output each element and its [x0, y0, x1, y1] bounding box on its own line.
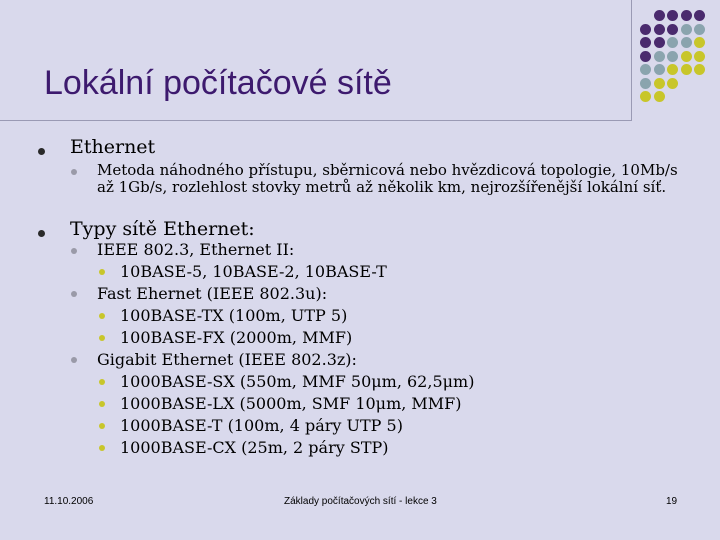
item-1000base-sx: 1000BASE-SX (550m, MMF 50μm, 62,5μm) — [120, 372, 475, 391]
bullet-dot-icon — [99, 313, 105, 319]
footer-date: 11.10.2006 — [44, 496, 94, 507]
bullet-ethernet: Ethernet — [70, 136, 156, 158]
item-gigabit-ethernet: Gigabit Ethernet (IEEE 802.3z): — [97, 350, 357, 369]
bullet-dot-icon — [99, 335, 105, 341]
item-ieee-8023: IEEE 802.3, Ethernet II: — [97, 240, 295, 259]
item-1000base-t: 1000BASE-T (100m, 4 páry UTP 5) — [120, 416, 403, 435]
item-fast-ethernet: Fast Ehernet (IEEE 802.3u): — [97, 284, 328, 303]
item-10base: 10BASE-5, 10BASE-2, 10BASE-T — [120, 262, 387, 281]
bullet-dot-icon — [99, 401, 105, 407]
footer-title: Základy počítačových sítí - lekce 3 — [284, 496, 437, 507]
bullet-dot-icon — [71, 169, 77, 175]
bullet-dot-icon — [99, 379, 105, 385]
footer-page-number: 19 — [666, 496, 678, 507]
item-1000base-lx: 1000BASE-LX (5000m, SMF 10μm, MMF) — [120, 394, 462, 413]
bullet-dot-icon — [38, 148, 45, 155]
item-100base-tx: 100BASE-TX (100m, UTP 5) — [120, 306, 348, 325]
ethernet-description: Metoda náhodného přístupu, sběrnicová nebo hvězdicová topologie, 10Mb/s až 1Gb/s, rozlehlost stovky metrů až několik km, nejrozšířenější lokální síť. — [97, 161, 678, 196]
item-100base-fx: 100BASE-FX (2000m, MMF) — [120, 328, 353, 347]
item-1000base-cx: 1000BASE-CX (25m, 2 páry STP) — [120, 438, 389, 457]
bullet-dot-icon — [99, 423, 105, 429]
bullet-dot-icon — [99, 445, 105, 451]
bullet-dot-icon — [71, 248, 77, 254]
bullet-dot-icon — [71, 357, 77, 363]
bullet-dot-icon — [71, 291, 77, 297]
bullet-dot-icon — [99, 269, 105, 275]
slide-title: Lokální počítačové sítě — [44, 64, 392, 102]
bullet-types: Typy sítě Ethernet: — [70, 218, 255, 240]
bullet-dot-icon — [38, 230, 45, 237]
